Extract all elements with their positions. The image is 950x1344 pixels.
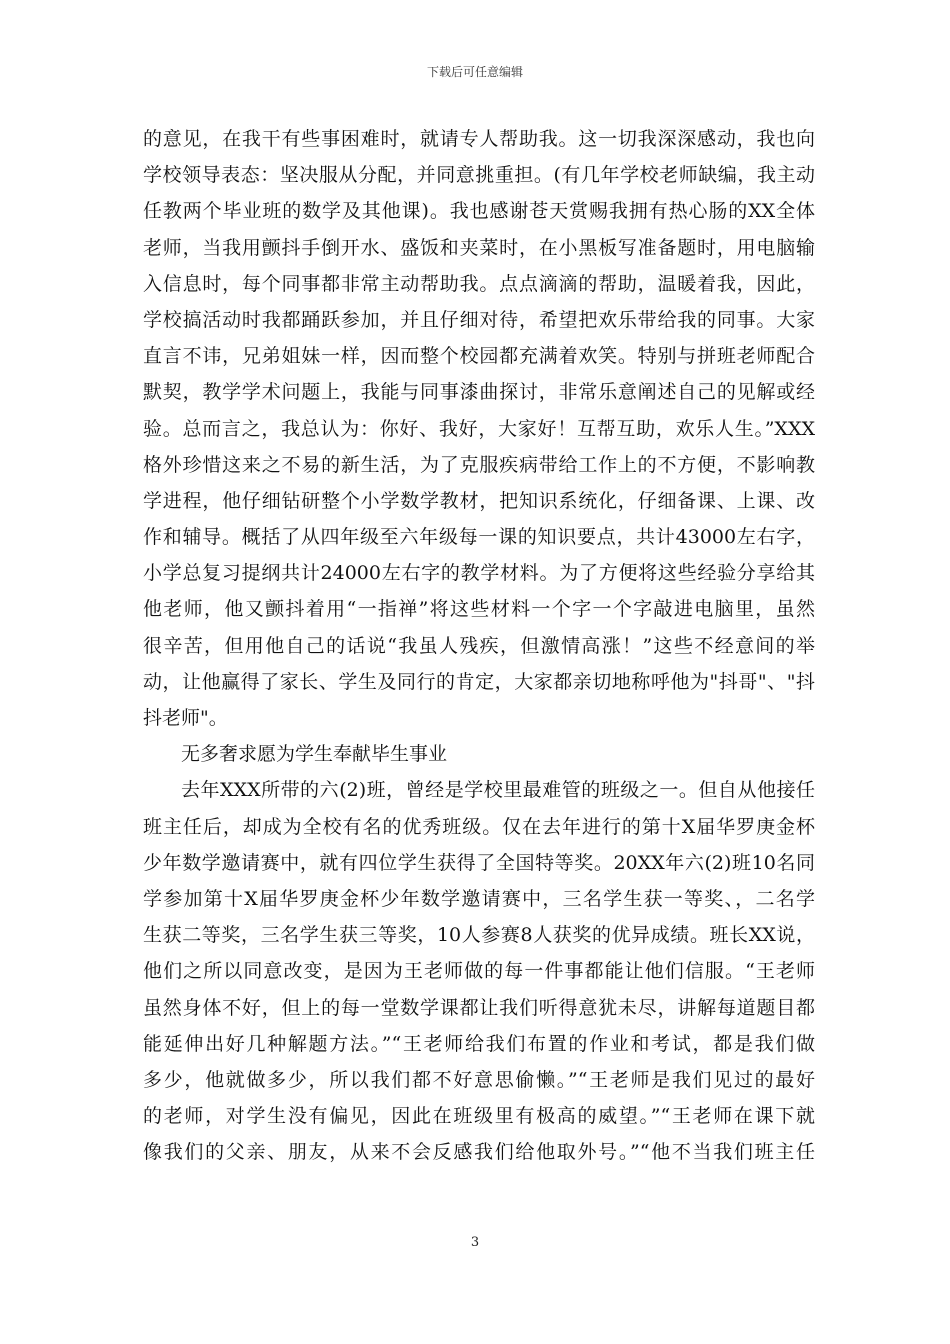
text-line: 学参加第十X届华罗庚金杯少年数学邀请赛中，三名学生获一等奖、，二名学 bbox=[143, 887, 815, 910]
text-line: 小学总复习提纲共计24000左右字的教学材料。为了方便将这些经验分享给其 bbox=[143, 562, 815, 585]
text-line: 多少，他就做多少，所以我们都不好意思偷懒。”“王老师是我们见过的最好 bbox=[143, 1068, 815, 1091]
text-line: 入信息时，每个同事都非常主动帮助我。点点滴滴的帮助，温暖着我，因此， bbox=[143, 272, 815, 295]
text-line: 学校领导表态：坚决服从分配，并同意挑重担。(有几年学校老师缺编，我主动 bbox=[143, 164, 815, 187]
page-number: 3 bbox=[470, 1235, 480, 1250]
text-line: 很辛苦，但用他自己的话说“我虽人残疾，但激情高涨！”这些不经意间的举 bbox=[143, 634, 815, 657]
text-line: 的老师，对学生没有偏见，因此在班级里有极高的威望。”“王老师在课下就 bbox=[143, 1105, 815, 1128]
text-line: 去年XXX所带的六(2)班，曾经是学校里最难管的班级之一。但自从他接任 bbox=[181, 779, 815, 802]
text-line: 抖老师"。 bbox=[143, 707, 228, 729]
text-line: 他们之所以同意改变，是因为王老师做的每一件事都能让他们信服。“王老师 bbox=[143, 960, 815, 983]
page-header: 下载后可任意编辑 bbox=[426, 65, 523, 79]
text-line: 验。总而言之，我总认为：你好、我好，大家好！互帮互助，欢乐人生。”XXX bbox=[143, 417, 815, 440]
section-heading: 无多奢求愿为学生奉献毕生事业 bbox=[181, 743, 448, 766]
text-line: 的意见，在我干有些事困难时，就请专人帮助我。这一切我深深感动，我也向 bbox=[143, 128, 815, 150]
text-line: 班主任后，却成为全校有名的优秀班级。仅在去年进行的第十X届华罗庚金杯 bbox=[143, 815, 815, 838]
text-line: 生获二等奖，三名学生获三等奖，10人参赛8人获奖的优异成绩。班长XX说， bbox=[143, 924, 815, 947]
text-line: 他老师，他又颤抖着用“一指禅”将这些材料一个字一个字敲进电脑里，虽然 bbox=[143, 598, 815, 621]
text-line: 默契，教学学术问题上，我能与同事漆曲探讨，非常乐意阐述自己的见解或经 bbox=[143, 381, 815, 404]
text-line: 学进程，他仔细钻研整个小学数学教材，把知识系统化，仔细备课、上课、改 bbox=[143, 489, 815, 512]
text-line: 能延伸出好几种解题方法。”“王老师给我们布置的作业和考试，都是我们做 bbox=[143, 1032, 815, 1055]
text-line: 任教两个毕业班的数学及其他课)。我也感谢苍天赏赐我拥有热心肠的XX全体 bbox=[143, 200, 815, 223]
text-line: 虽然身体不好，但上的每一堂数学课都让我们听得意犹未尽，讲解每道题目都 bbox=[143, 996, 815, 1019]
text-line: 动，让他赢得了家长、学生及同行的肯定，大家都亲切地称呼他为"抖哥"、"抖 bbox=[143, 670, 815, 693]
text-line: 老师，当我用颤抖手倒开水、盛饭和夹菜时，在小黑板写准备题时，用电脑输 bbox=[143, 236, 815, 259]
text-line: 像我们的父亲、朋友，从来不会反感我们给他取外号。”“他不当我们班主任 bbox=[143, 1141, 815, 1164]
text-line: 学校搞活动时我都踊跃参加，并且仔细对待，希望把欢乐带给我的同事。大家 bbox=[143, 308, 815, 331]
text-line: 格外珍惜这来之不易的新生活，为了克服疾病带给工作上的不方便，不影响教 bbox=[143, 453, 815, 476]
text-line: 作和辅导。概括了从四年级至六年级每一课的知识要点，共计43000左右字， bbox=[143, 526, 815, 549]
document-body bbox=[143, 121, 815, 1170]
text-line: 少年数学邀请赛中，就有四位学生获得了全国特等奖。20XX年六(2)班10名同 bbox=[143, 851, 815, 874]
text-line: 直言不讳，兄弟姐妹一样，因而整个校园都充满着欢笑。特别与拼班老师配合 bbox=[143, 345, 815, 368]
